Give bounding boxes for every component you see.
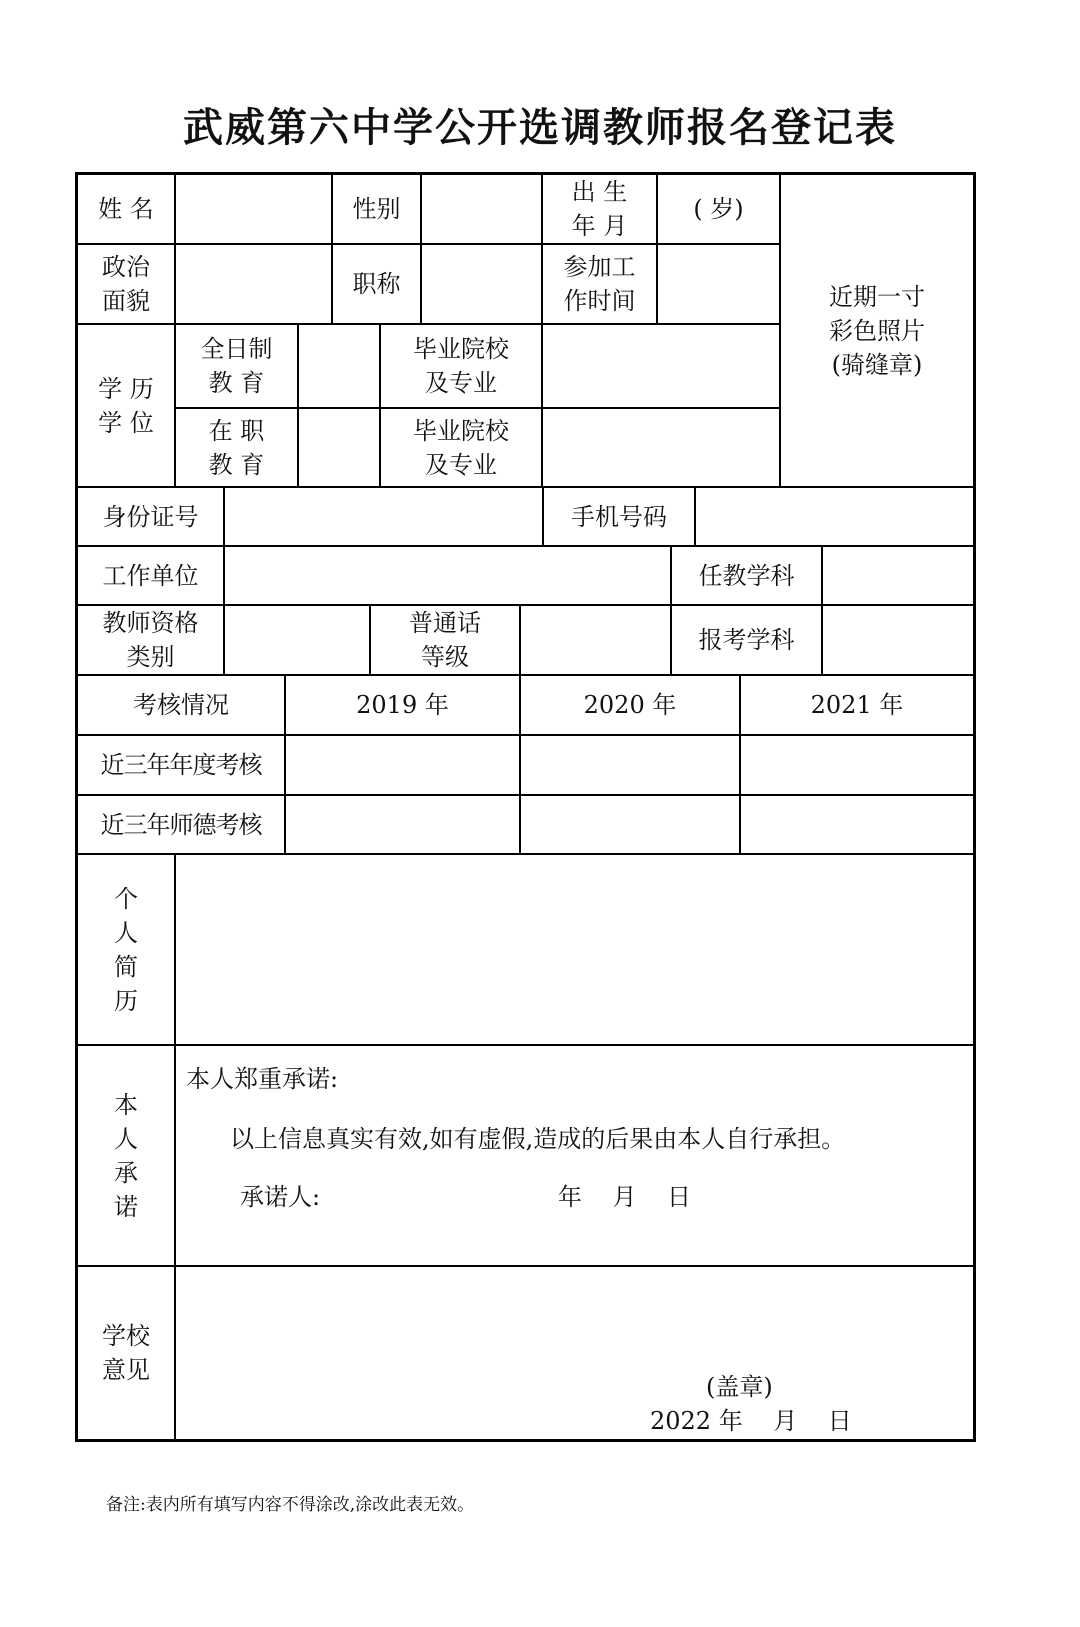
annual-review-2021-field[interactable] (741, 736, 973, 794)
birth-age-field[interactable]: ( 岁) (693, 195, 744, 223)
inservice-education-field[interactable] (299, 409, 379, 486)
photo-placeholder: 近期一寸 彩色照片 (骑缝章) (829, 282, 925, 379)
pledge-char: 诺 (114, 1192, 138, 1221)
id-number-field[interactable] (225, 488, 542, 545)
gender-field[interactable] (422, 175, 541, 243)
resume-char: 个 (114, 884, 138, 913)
resume-char: 人 (114, 918, 138, 947)
annual-review-2020-field[interactable] (521, 736, 739, 794)
ethics-review-label: 近三年师德考核 (100, 810, 262, 839)
footnote: 备注:表内所有填写内容不得涂改,涂改此表无效。 (106, 1495, 475, 1515)
pledge-heading: 本人郑重承诺: (186, 1065, 339, 1093)
gender-label: 性别 (352, 195, 401, 223)
id-number-label: 身份证号 (102, 502, 199, 531)
pledge-body: 以上信息真实有效,如有虚假,造成的后果由本人自行承担。 (230, 1125, 846, 1153)
job-title-label: 职称 (352, 270, 401, 298)
seal-label: (盖章) (706, 1373, 773, 1401)
school-opinion-field[interactable] (176, 1267, 973, 1367)
pledge-signer-label: 承诺人: (240, 1183, 321, 1211)
fulltime-school-major-field[interactable] (543, 325, 779, 407)
resume-char: 历 (114, 986, 138, 1015)
form-title: 武威第六中学公开选调教师报名登记表 (183, 104, 897, 151)
employer-label: 工作单位 (102, 561, 199, 590)
year-2021-header: 2021 年 (810, 691, 904, 719)
pledge-signature-field[interactable] (340, 1178, 540, 1214)
annual-review-2019-field[interactable] (286, 736, 519, 794)
education-label: 学 历 学 位 (98, 374, 154, 437)
work-start-label: 参加工 作时间 (563, 253, 636, 315)
school-opinion-label: 学校 意见 (102, 1322, 150, 1384)
ethics-review-2020-field[interactable] (521, 796, 739, 853)
employer-field[interactable] (225, 547, 670, 604)
opinion-date: 2022 年 月 日 (650, 1407, 852, 1435)
apply-subject-label: 报考学科 (698, 626, 795, 654)
border-right (973, 172, 976, 1442)
work-start-field[interactable] (658, 245, 779, 323)
apply-subject-field[interactable] (823, 606, 973, 674)
phone-field[interactable] (696, 488, 973, 545)
inservice-education-label: 在 职 教 育 (208, 416, 265, 479)
year-2019-header: 2019 年 (356, 691, 449, 719)
cert-type-field[interactable] (225, 606, 369, 674)
fulltime-school-major-label: 毕业院校 及专业 (413, 335, 509, 397)
cert-type-label: 教师资格 类别 (102, 609, 199, 671)
year-2020-header: 2020 年 (583, 691, 677, 719)
pledge-char: 承 (114, 1158, 138, 1187)
pledge-char: 人 (114, 1124, 138, 1153)
resume-char: 简 (114, 952, 138, 981)
inservice-school-major-label: 毕业院校 及专业 (413, 416, 509, 479)
resume-field[interactable] (176, 855, 973, 1044)
ethics-review-2019-field[interactable] (286, 796, 519, 853)
annual-review-label: 近三年年度考核 (100, 751, 262, 779)
name-label: 姓 名 (98, 195, 154, 223)
assessment-label: 考核情况 (133, 691, 229, 719)
pledge-char: 本 (114, 1090, 138, 1119)
job-title-field[interactable] (422, 245, 541, 323)
name-field[interactable] (176, 175, 331, 243)
mandarin-level-field[interactable] (521, 606, 670, 674)
fulltime-education-label: 全日制 教 育 (200, 335, 273, 397)
birth-label: 出 生 年 月 (571, 178, 628, 240)
political-status-field[interactable] (176, 245, 331, 323)
border-bottom (75, 1439, 976, 1442)
ethics-review-2021-field[interactable] (741, 796, 973, 853)
subject-taught-field[interactable] (823, 547, 973, 604)
political-status-label: 政治 面貌 (102, 253, 150, 315)
pledge-date: 年 月 日 (558, 1183, 692, 1211)
inservice-school-major-field[interactable] (543, 409, 779, 486)
mandarin-level-label: 普通话 等级 (409, 609, 481, 671)
resume-label (78, 855, 174, 1044)
pledge-label (78, 1046, 174, 1265)
phone-label: 手机号码 (571, 502, 667, 531)
subject-taught-label: 任教学科 (698, 561, 795, 590)
fulltime-education-field[interactable] (299, 325, 379, 407)
row-line (75, 1044, 976, 1046)
